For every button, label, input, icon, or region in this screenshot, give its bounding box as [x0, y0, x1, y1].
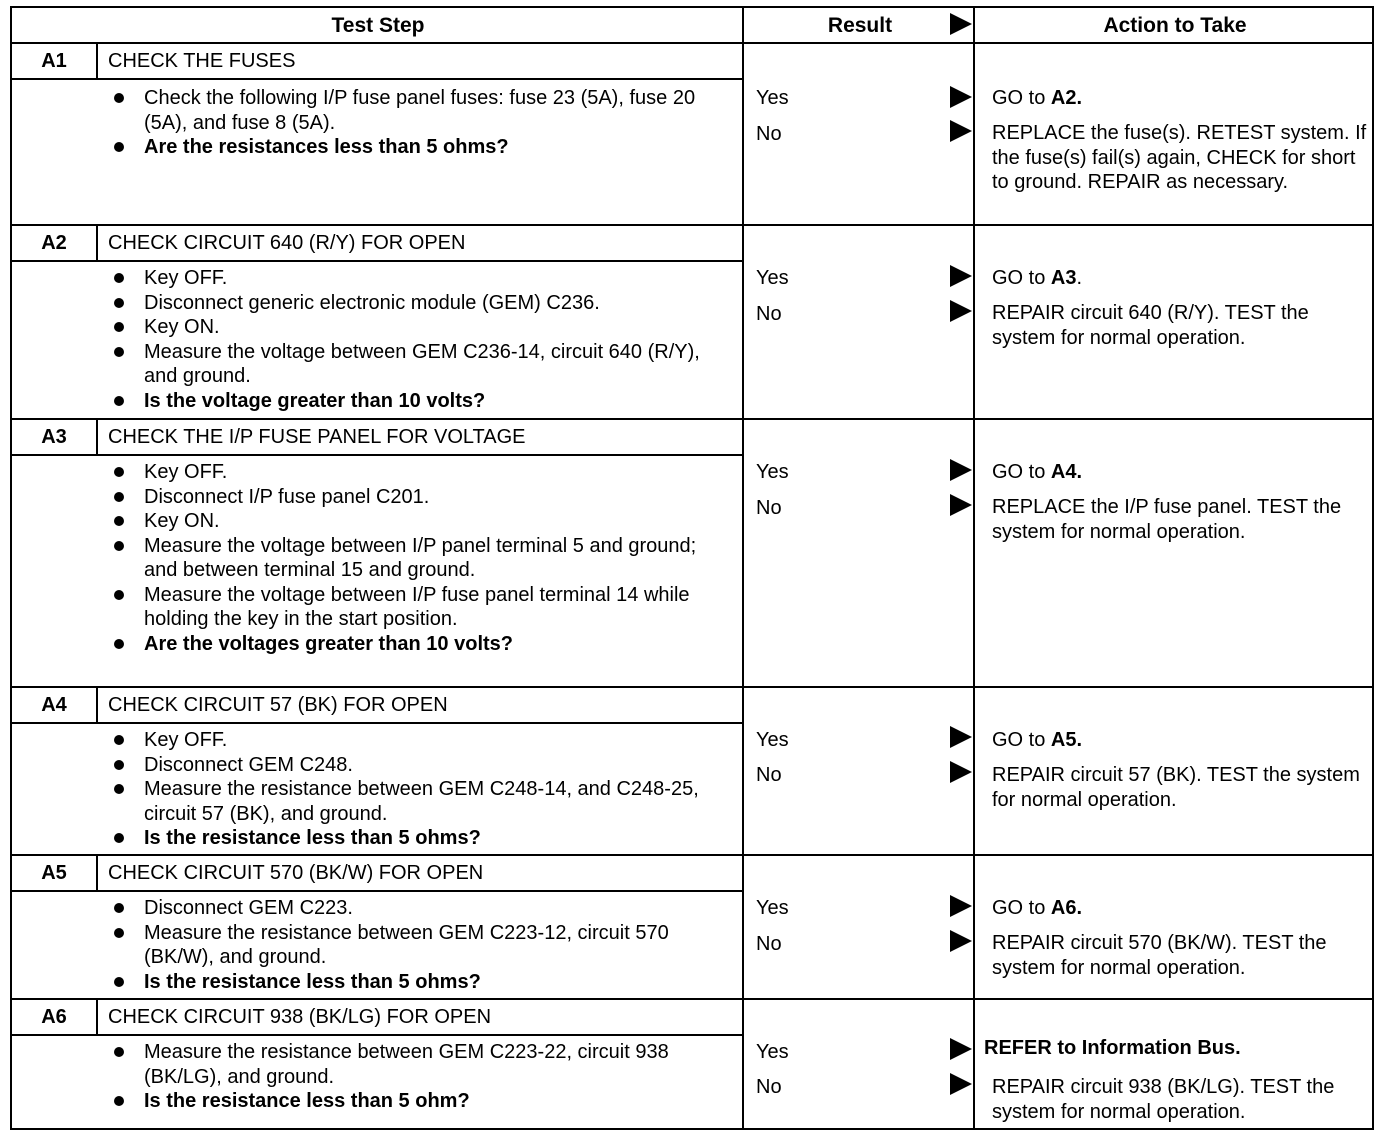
instruction-item: Key OFF. — [106, 266, 726, 291]
result-no: No — [756, 303, 782, 325]
arrow-right-icon — [950, 120, 972, 142]
result-no: No — [756, 497, 782, 519]
step-id: A6 — [41, 1006, 67, 1028]
question-item: Is the voltage greater than 10 volts? — [106, 389, 726, 414]
step-id: A1 — [41, 50, 67, 72]
instruction-item: Measure the voltage between GEM C236-14, circuit 640 (R/Y), and ground. — [106, 340, 726, 389]
column-divider-action — [973, 8, 975, 1128]
step-id: A3 — [41, 426, 67, 448]
step-title: CHECK THE I/P FUSE PANEL FOR VOLTAGE — [108, 426, 526, 448]
step-ref: A6 — [1050, 897, 1077, 919]
arrow-right-icon — [950, 86, 972, 108]
instruction-item: Key ON. — [106, 509, 726, 534]
step-instructions — [106, 460, 726, 656]
step-instructions — [106, 86, 726, 160]
step-instructions — [106, 896, 726, 994]
action-no: REPAIR circuit 938 (BK/LG). TEST the system for normal operation. — [992, 1076, 1335, 1123]
question-item: Is the resistance less than 5 ohms? — [106, 970, 726, 995]
instruction-item: Measure the resistance between GEM C223-12, circuit 570 (BK/W), and ground. — [106, 921, 726, 970]
question-item: Is the resistance less than 5 ohms? — [106, 826, 726, 851]
action-yes: GO to A2. — [992, 87, 1083, 109]
step-ref: A2 — [1050, 87, 1077, 109]
step-instructions — [106, 266, 726, 413]
header-test-step: Test Step — [331, 14, 425, 37]
arrow-right-icon — [950, 726, 972, 748]
instruction-item: Measure the resistance between GEM C248-14, and C248-25, circuit 57 (BK), and ground. — [106, 777, 726, 826]
step-title: CHECK CIRCUIT 57 (BK) FOR OPEN — [108, 694, 448, 716]
action-yes: GO to A4. — [992, 461, 1083, 483]
instruction-item: Disconnect GEM C223. — [106, 896, 726, 921]
arrow-right-icon — [950, 930, 972, 952]
action-yes — [984, 1036, 1364, 1061]
step-title: CHECK CIRCUIT 938 (BK/LG) FOR OPEN — [108, 1006, 492, 1028]
instruction-item: Disconnect GEM C248. — [106, 753, 726, 778]
header-action: Action to Take — [1103, 14, 1247, 37]
result-yes: Yes — [756, 267, 789, 289]
instruction-item: Key OFF. — [106, 460, 726, 485]
arrow-right-icon — [950, 300, 972, 322]
instruction-item: Disconnect I/P fuse panel C201. — [106, 485, 726, 510]
action-no: REPLACE the I/P fuse panel. TEST the system for normal operation. — [992, 496, 1342, 543]
result-yes: Yes — [756, 897, 789, 919]
step-title: CHECK CIRCUIT 570 (BK/W) FOR OPEN — [108, 862, 484, 884]
step-ref: A4 — [1050, 461, 1077, 483]
arrow-right-icon — [950, 1038, 972, 1060]
step-id: A4 — [41, 694, 67, 716]
action-yes: GO to A3. — [992, 267, 1083, 289]
step-id: A5 — [41, 862, 67, 884]
instruction-item: Key OFF. — [106, 728, 726, 753]
step-title: CHECK THE FUSES — [108, 50, 296, 72]
arrow-right-icon — [950, 761, 972, 783]
step-ref: A3 — [1050, 267, 1077, 289]
instruction-item: Measure the voltage between I/P panel terminal 5 and ground; and between terminal 15 and ground. — [106, 534, 726, 583]
action-yes: GO to A6. — [992, 897, 1083, 919]
step-ref: REFER to Information Bus. — [984, 1037, 1241, 1059]
result-no: No — [756, 764, 782, 786]
result-yes: Yes — [756, 461, 789, 483]
result-yes: Yes — [756, 729, 789, 751]
step-title: CHECK CIRCUIT 640 (R/Y) FOR OPEN — [108, 232, 466, 254]
instruction-item: Measure the resistance between GEM C223-22, circuit 938 (BK/LG), and ground. — [106, 1040, 726, 1089]
arrow-right-icon — [950, 895, 972, 917]
result-no: No — [756, 1076, 782, 1098]
arrow-right-icon — [950, 265, 972, 287]
action-no: REPAIR circuit 57 (BK). TEST the system for normal operation. — [992, 764, 1360, 811]
header-arrow-icon — [950, 13, 972, 35]
step-instructions — [106, 1040, 726, 1114]
step-instructions — [106, 728, 726, 851]
action-no: REPLACE the fuse(s). RETEST system. If the fuse(s) fail(s) again, CHECK for short to ground. REPAIR as necessary. — [992, 122, 1367, 193]
step-ref: A5 — [1050, 729, 1077, 751]
instruction-item: Check the following I/P fuse panel fuses: fuse 23 (5A), fuse 20 (5A), and fuse 8 (5A). — [106, 86, 726, 135]
action-yes: GO to A5. — [992, 729, 1083, 751]
column-divider-result — [742, 8, 744, 1128]
result-no: No — [756, 123, 782, 145]
question-item: Is the resistance less than 5 ohm? — [106, 1089, 726, 1114]
diagnostic-table — [10, 6, 1374, 1130]
result-yes: Yes — [756, 87, 789, 109]
result-yes: Yes — [756, 1041, 789, 1063]
question-item: Are the resistances less than 5 ohms? — [106, 135, 726, 160]
action-no: REPAIR circuit 640 (R/Y). TEST the system for normal operation. — [992, 302, 1309, 349]
instruction-item: Key ON. — [106, 315, 726, 340]
instruction-item: Disconnect generic electronic module (GEM) C236. — [106, 291, 726, 316]
step-id: A2 — [41, 232, 67, 254]
action-no: REPAIR circuit 570 (BK/W). TEST the system for normal operation. — [992, 932, 1327, 979]
result-no: No — [756, 933, 782, 955]
header-result: Result — [827, 14, 893, 37]
arrow-right-icon — [950, 459, 972, 481]
instruction-item: Measure the voltage between I/P fuse panel terminal 14 while holding the key in the start position. — [106, 583, 726, 632]
arrow-right-icon — [950, 1073, 972, 1095]
arrow-right-icon — [950, 494, 972, 516]
question-item: Are the voltages greater than 10 volts? — [106, 632, 726, 657]
